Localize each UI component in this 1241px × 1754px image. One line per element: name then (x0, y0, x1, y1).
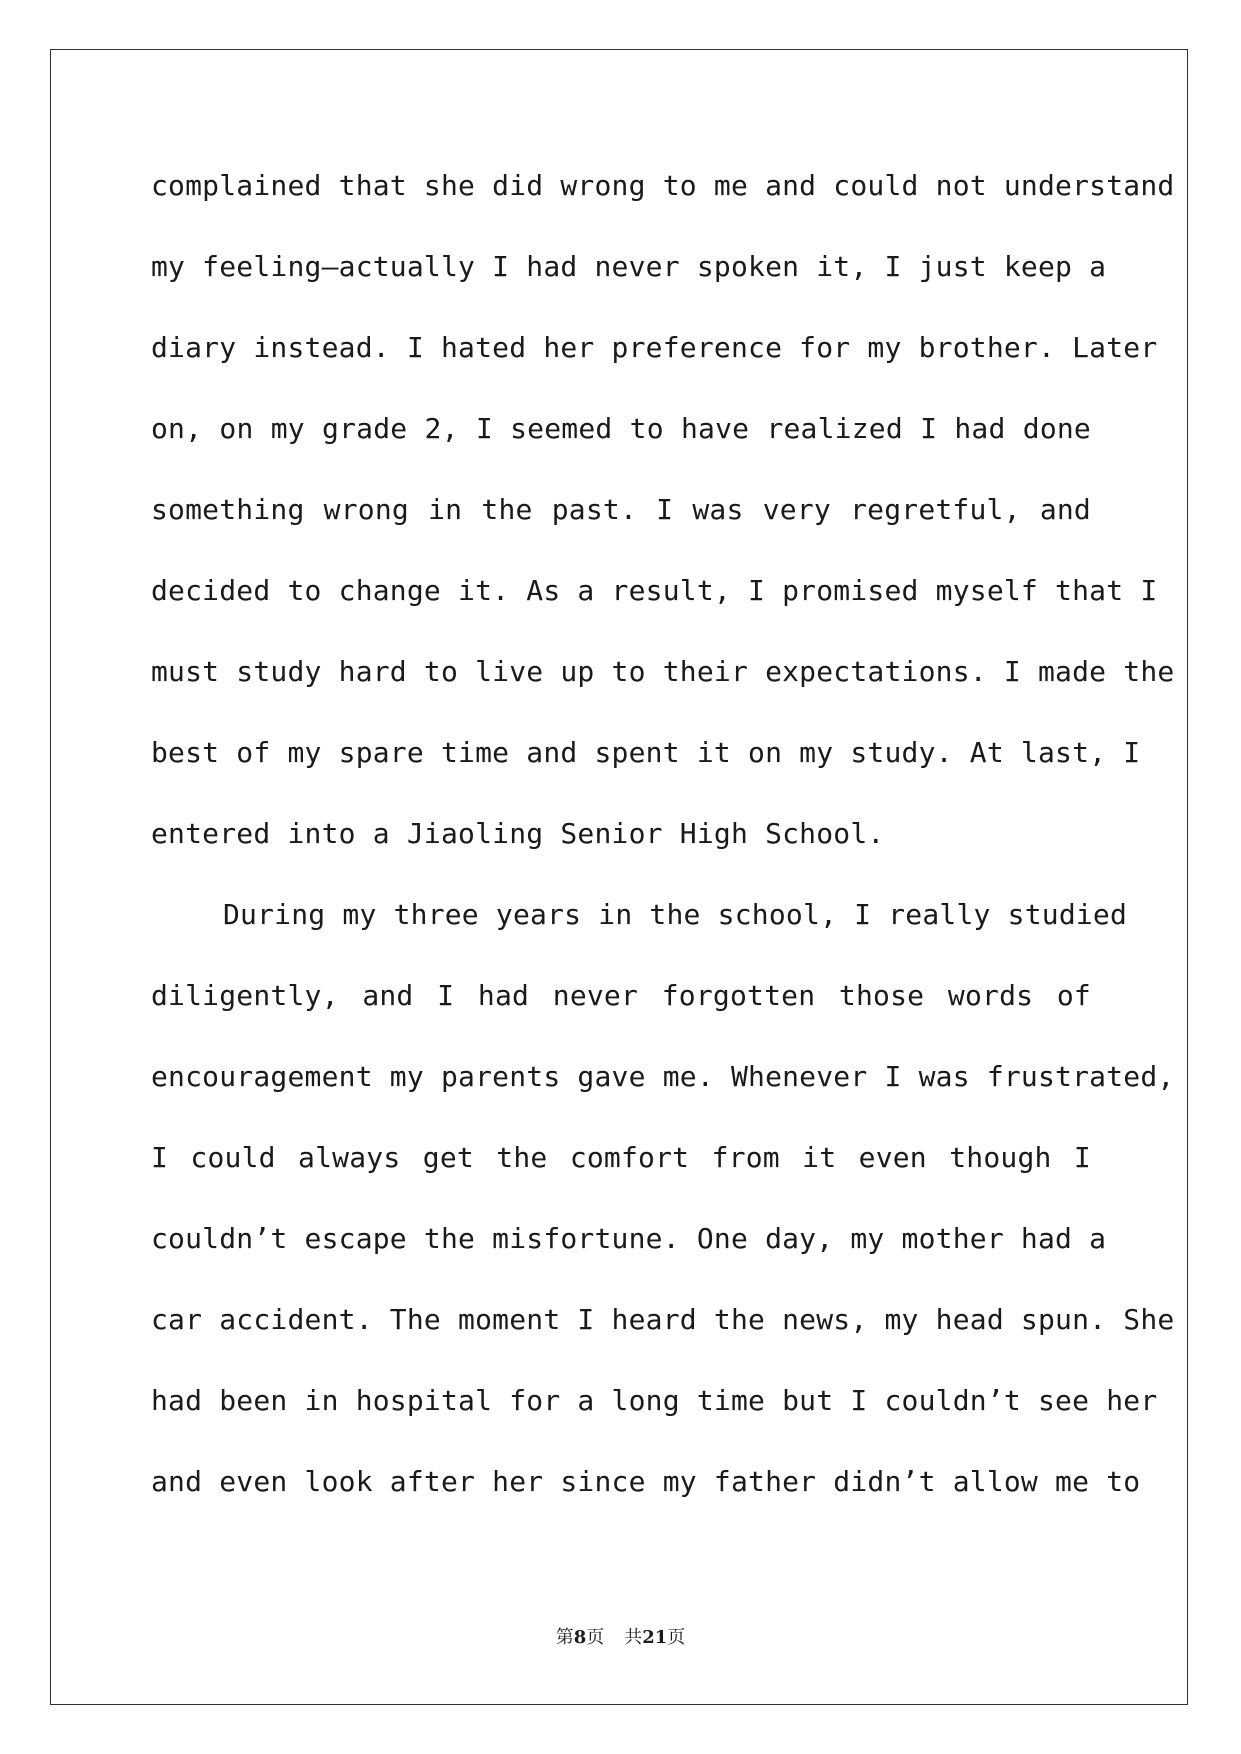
text-line: had been in hospital for a long time but I couldn’t see her (151, 1384, 1158, 1417)
page-number: 8 (573, 1627, 587, 1648)
total-pages: 21 (642, 1627, 668, 1648)
total-suffix: 页 (667, 1627, 686, 1648)
text-line: and even look after her since my father didn’t allow me to (151, 1465, 1141, 1498)
text-line: diary instead. I hated her preference for my brother. Later (151, 331, 1158, 364)
text-line: I could always get the comfort from it even though I (151, 1141, 1091, 1174)
text-line: must study hard to live up to their expectations. I made the (151, 655, 1175, 688)
text-line: decided to change it. As a result, I promised myself that I (151, 574, 1158, 607)
text-line: on, on my grade 2, I seemed to have realized I had done (151, 412, 1091, 445)
text-line: couldn’t escape the misfortune. One day, my mother had a (151, 1222, 1107, 1255)
text-line: car accident. The moment I heard the news, my head spun. She (151, 1303, 1175, 1336)
text-line: diligently, and I had never forgotten those words of (151, 979, 1091, 1012)
text-line: my feeling—actually I had never spoken it, I just keep a (151, 250, 1107, 283)
text-line: entered into a Jiaoling Senior High School. (151, 817, 885, 850)
text-line: encouragement my parents gave me. Whenever I was frustrated, (151, 1060, 1175, 1093)
page-prefix: 第 (555, 1627, 574, 1648)
page-footer (0, 1626, 1241, 1650)
text-line: something wrong in the past. I was very regretful, and (151, 493, 1091, 526)
page-suffix: 页 (586, 1627, 605, 1648)
total-prefix: 共 (624, 1627, 643, 1648)
text-line-paragraph-start: During my three years in the school, I really studied (223, 898, 1128, 931)
text-line: best of my spare time and spent it on my study. At last, I (151, 736, 1141, 769)
page-border (50, 49, 1188, 1705)
text-line: complained that she did wrong to me and could not understand (151, 169, 1175, 202)
